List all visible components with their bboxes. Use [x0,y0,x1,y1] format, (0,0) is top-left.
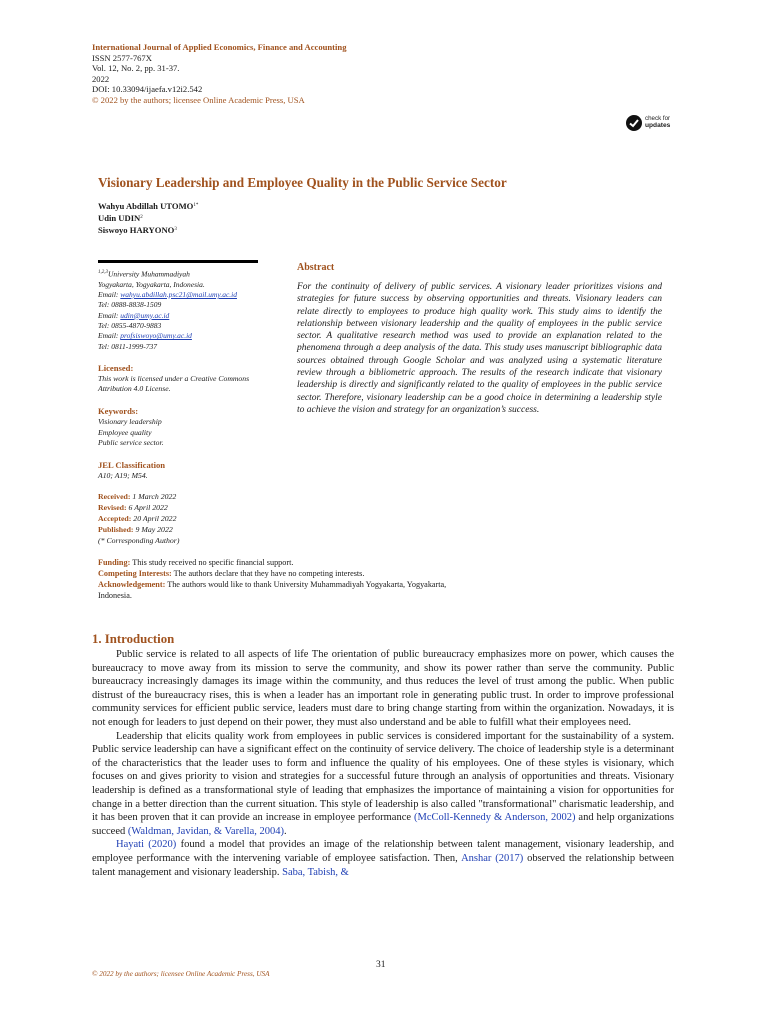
funding-line: Funding: This study received no specific financial support. [98,558,294,567]
contact-email-2: Email: udin@umy.ac.id [98,310,170,320]
author-3: Siswoyo HARYONO$^3$ [98,225,177,236]
citation-link[interactable]: (Waldman, Javidan, & Varella, 2004) [127,825,284,837]
author-2: Udin UDIN$^2$ [98,213,143,224]
date-received: Received: 1 March 2022 [98,492,177,502]
page-number: 31 [376,960,386,970]
intro-paragraph-1: Public service is related to all aspects of life The orientation of public bureaucracy emphasizes more on power, which causes the bureaucracy to move away from its mission to serve the community, and show its power rather than serve the community. Public bureaucracy increasingly damages its image within the community, and thus reduces the level of trust among the public. When public distrust of the bureaucracy rises, this is when a leader has an important role in generating public trust. In order to improve professional community services for efficient public service, leaders must dare to bring change starting from within the organization. Nowadays, it is not enough for leaders to just depend on their power, they must also understand and be able to fulfill what their employees need. [92,649,674,728]
check-updates-icon [626,115,642,131]
journal-title: International Journal of Applied Economics, Finance and Accounting [92,42,347,52]
check-for-updates-badge[interactable] [626,114,686,132]
badge-text: check for updates [645,115,671,129]
sidebar-rule [98,260,258,263]
abstract-text: For the continuity of delivery of public services. A visionary leader prioritizes visions and strategies for future success by observing opportunities and threats. Visionary leaders can relate directly to employees to produce high quality work. This study aims to identify the relationship between visionary leadership and the quality of employees in the public service sector. A qualitative research method was used to provide an explanation related to the phenomena through a deep analysis of the data. This study uses manuscript bibliographic data sources obtained through Google Scholar and was analyzed using a systematic literature review through a bibliometric approach. The results of the research indicate that visionary leadership is directly and significantly related to the quality of employees in the public service sector. Therefore, visionary leadership can be a good choice in determining a leadership style to achieve the vision and strategy for an organization’s success. [297,282,662,415]
contact-email-1: Email: wahyu.abdillah.psc21@mail.umy.ac.id [98,290,237,300]
jel-codes: A10; A19; M54. [98,470,148,480]
jel-heading: JEL Classification [98,459,166,470]
introduction-body [92,648,674,879]
date-published: Published: 9 May 2022 [98,524,173,534]
year: 2022 [92,73,110,84]
keywords-heading: Keywords: [98,406,139,417]
article-sidebar [98,260,258,546]
contact-tel-2: Tel: 0855-4870-9883 [98,320,162,330]
citation-link[interactable]: Hayati (2020) [116,839,177,851]
acknowledgement-line: Acknowledgement: The authors would like to thank University Muhammadiyah Yogyakarta, Yogyakarta, [98,580,447,589]
keyword-1: Visionary leadership [98,417,162,427]
date-accepted: Accepted: 20 April 2022 [98,514,177,524]
copyright-line: © 2022 by the authors; licensee Online Academic Press, USA [92,94,305,105]
abstract-heading: Abstract [297,262,335,273]
contact-tel-3: Tel: 0811-1999-737 [98,341,157,351]
author-list [98,200,198,237]
email-link-2[interactable]: udin@umy.ac.id [120,310,170,320]
abstract-section [297,262,662,416]
citation-link[interactable]: Saba, Tabish, & [282,866,349,878]
journal-header [92,42,512,106]
citation-link[interactable]: (McColl-Kennedy & Anderson, 2002) [414,812,576,824]
contact-email-3: Email: profsiswoyo@umy.ac.id [98,331,192,341]
volume-info: Vol. 12, No. 2, pp. 31-37. [92,63,180,74]
intro-paragraph-3: Hayati (2020) found a model that provides an image of the relationship between talent management, visionary leadership, and employee performance with the intervening variable of employee satisfaction. Then, Anshar (2017) observed the relationship between talent management and visionary leadership. Saba, Tabish, & [92,839,675,878]
citation-link[interactable]: Anshar (2017) [461,852,524,864]
date-revised: Revised: 6 April 2022 [98,503,168,513]
issn: ISSN 2577-767X [92,52,152,63]
licensed-text: This work is licensed under a Creative Commons Attribution 4.0 License. [98,373,250,394]
email-link-1[interactable]: wahyu.abdillah.psc21@mail.umy.ac.id [120,290,237,300]
introduction-heading: 1. Introduction [92,632,175,646]
author-1: Wahyu Abdillah $UTOMO^{1*}$ [98,201,199,211]
licensed-heading: Licensed: [98,362,134,373]
intro-paragraph-2: Leadership that elicits quality work from employees in public services is considered important for the sustainability of a system. Public service leadership can have a significant effect on the continuity of service delivery. The choice of leadership style is a determinant of the characteristics that the leader uses to form and influence the quality of his employees. One of these styles is visionary, which focuses on and gives priority to vision and strategies for a successful future through an analysis of opportunities and threats. Visionary leadership is defined as a transformational style of leading that emphasizes the importance of maintaining a vision for opportunities for change in a better direction than the current situation. This style of leadership is also called "transformational" charismatic leadership, and it has been proven that it can provide an increase in employee performance (McColl-Kennedy & Anderson, 2002) and help organizations succeed (Waldman, Javidan, & Varella, 2004). [92,730,674,837]
page-footer: © 2022 by the authors; licensee Online Academic Press, USA [92,970,270,978]
competing-interests-line: Competing Interests: The authors declare that they have no competing interests. [98,569,365,578]
email-link-3[interactable]: profsiswoyo@umy.ac.id [120,331,192,341]
article-dates [98,492,258,546]
funding-block [98,557,568,601]
contact-tel-1: Tel: 0888-8838-1509 [98,300,162,310]
acknowledgement-line-2: Indonesia. [98,591,132,600]
corresponding-note: (* Corresponding Author) [98,535,180,545]
keyword-2: Employee quality [98,427,152,437]
keyword-3: Public service sector. [98,438,164,448]
doi: DOI: 10.33094/ijaefa.v12i2.542 [92,84,203,95]
article-title: Visionary Leadership and Employee Quality in the Public Service Sector [98,175,507,190]
affiliation: $^{1,2,3}$University Muhammadiyah Yogyakarta, Yogyakarta, Indonesia. [98,269,205,289]
contact-list [98,290,258,352]
